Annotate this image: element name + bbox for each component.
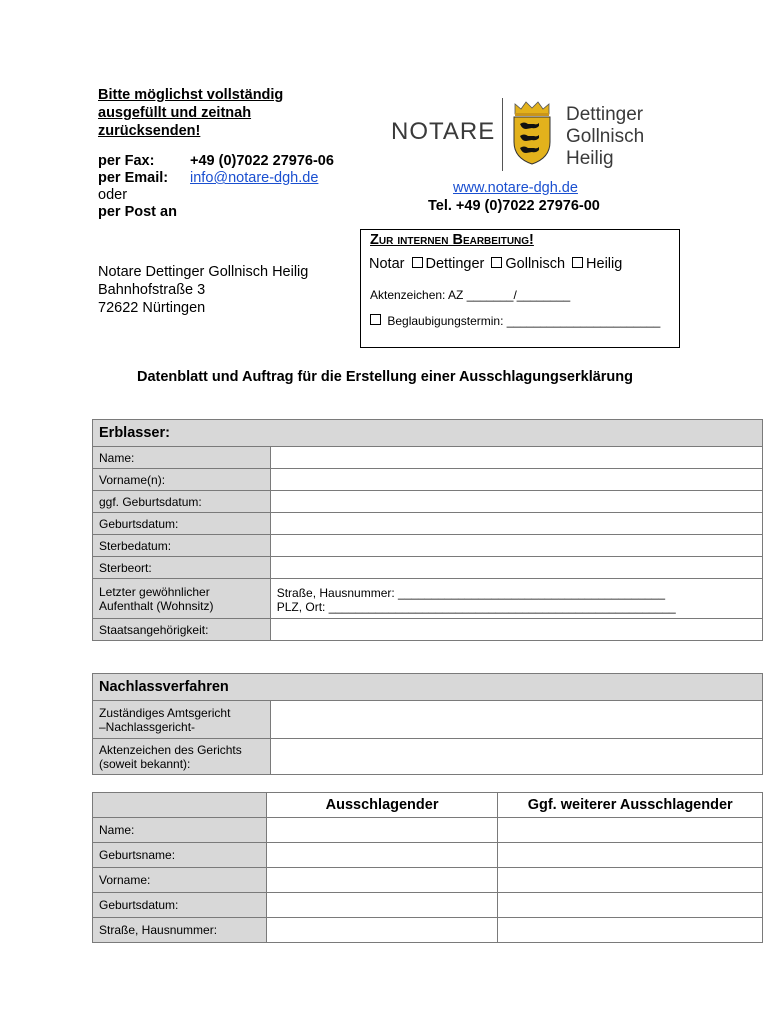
a2-geburtsdatum-input[interactable]	[498, 893, 763, 918]
col-ausschlagender: Ausschlagender	[266, 793, 498, 818]
field-label: Name:	[93, 818, 267, 843]
field-label: Vorname(n):	[93, 469, 271, 491]
a1-geburtsdatum-input[interactable]	[266, 893, 498, 918]
corner-cell	[93, 793, 267, 818]
beglaubigung-line: Beglaubigungstermin: _______________________	[370, 314, 660, 328]
erblasser-name-input[interactable]	[270, 447, 762, 469]
field-label: Name:	[93, 447, 271, 469]
field-label: ggf. Geburtsdatum:	[93, 491, 271, 513]
return-instruction: Bitte möglichst vollständig ausgefüllt und zeitnah zurücksenden!	[98, 87, 284, 139]
ausschlagender-table	[92, 792, 763, 943]
nachlass-heading: Nachlassverfahren	[93, 674, 763, 701]
amtsgericht-input[interactable]	[270, 701, 762, 739]
erblasser-aufenthalt-input[interactable]: Straße, Hausnummer: ________________________________________ PLZ, Ort: ____________________________________________________	[270, 579, 762, 619]
field-label: Geburtsdatum:	[93, 893, 267, 918]
fax-value: +49 (0)7022 27976-06	[190, 153, 334, 169]
field-label: Staatsangehörigkeit:	[93, 619, 271, 641]
erblasser-sterbedatum-input[interactable]	[270, 535, 762, 557]
city: 72622 Nürtingen	[98, 300, 206, 316]
email-link[interactable]: info@notare-dgh.de	[190, 170, 319, 186]
logo-notare-text: NOTARE	[391, 118, 496, 145]
phone-number: Tel. +49 (0)7022 27976-00	[428, 198, 600, 214]
notar-selection: Notar Dettinger Gollnisch Heilig	[369, 256, 623, 272]
checkbox-gollnisch[interactable]	[491, 257, 502, 268]
fax-label: per Fax:	[98, 153, 155, 169]
erblasser-vorname-input[interactable]	[270, 469, 762, 491]
erblasser-table	[92, 419, 763, 641]
field-label: Vorname:	[93, 868, 267, 893]
a1-strasse-input[interactable]	[266, 918, 498, 943]
field-label: Sterbedatum:	[93, 535, 271, 557]
document-title: Datenblatt und Auftrag für die Erstellung einer Ausschlagungserklärung	[136, 369, 634, 385]
office-name: Notare Dettinger Gollnisch Heilig	[98, 264, 309, 280]
erblasser-heading: Erblasser:	[93, 420, 763, 447]
erblasser-ggf-geburtsdatum-input[interactable]	[270, 491, 762, 513]
a1-vorname-input[interactable]	[266, 868, 498, 893]
field-label: Sterbeort:	[93, 557, 271, 579]
nachlass-table	[92, 673, 763, 775]
postal-address	[98, 263, 308, 317]
field-label: Geburtsdatum:	[93, 513, 271, 535]
checkbox-dettinger[interactable]	[412, 257, 423, 268]
field-label: Geburtsname:	[93, 843, 267, 868]
a2-vorname-input[interactable]	[498, 868, 763, 893]
field-label: Letzter gewöhnlicher Aufenthalt (Wohnsitz)	[93, 579, 271, 619]
checkbox-heilig[interactable]	[572, 257, 583, 268]
or-text: oder	[98, 187, 128, 203]
email-label: per Email:	[98, 170, 169, 186]
logo-names: Dettinger Gollnisch Heilig	[566, 104, 645, 169]
checkbox-beglaubigung[interactable]	[370, 314, 381, 325]
internal-title: Zur internen Bearbeitung!	[370, 232, 534, 248]
erblasser-staat-input[interactable]	[270, 619, 762, 641]
a2-geburtsname-input[interactable]	[498, 843, 763, 868]
logo-divider	[502, 98, 503, 171]
aktenzeichen-line: Aktenzeichen: AZ _______/________	[370, 288, 571, 302]
erblasser-sterbeort-input[interactable]	[270, 557, 762, 579]
a2-strasse-input[interactable]	[498, 918, 763, 943]
gerichtsaktenzeichen-input[interactable]	[270, 739, 762, 775]
a1-name-input[interactable]	[266, 818, 498, 843]
crest-icon	[509, 100, 555, 166]
website-link[interactable]: www.notare-dgh.de	[453, 180, 578, 196]
field-label: Zuständiges Amtsgericht –Nachlassgericht-	[93, 701, 271, 739]
col-weiterer-ausschlagender: Ggf. weiterer Ausschlagender	[498, 793, 763, 818]
contact-block	[98, 153, 334, 221]
erblasser-geburtsdatum-input[interactable]	[270, 513, 762, 535]
internal-processing-box	[360, 229, 680, 348]
street: Bahnhofstraße 3	[98, 282, 206, 298]
a1-geburtsname-input[interactable]	[266, 843, 498, 868]
post-label: per Post an	[98, 204, 177, 220]
field-label: Straße, Hausnummer:	[93, 918, 267, 943]
field-label: Aktenzeichen des Gerichts (soweit bekannt):	[93, 739, 271, 775]
a2-name-input[interactable]	[498, 818, 763, 843]
